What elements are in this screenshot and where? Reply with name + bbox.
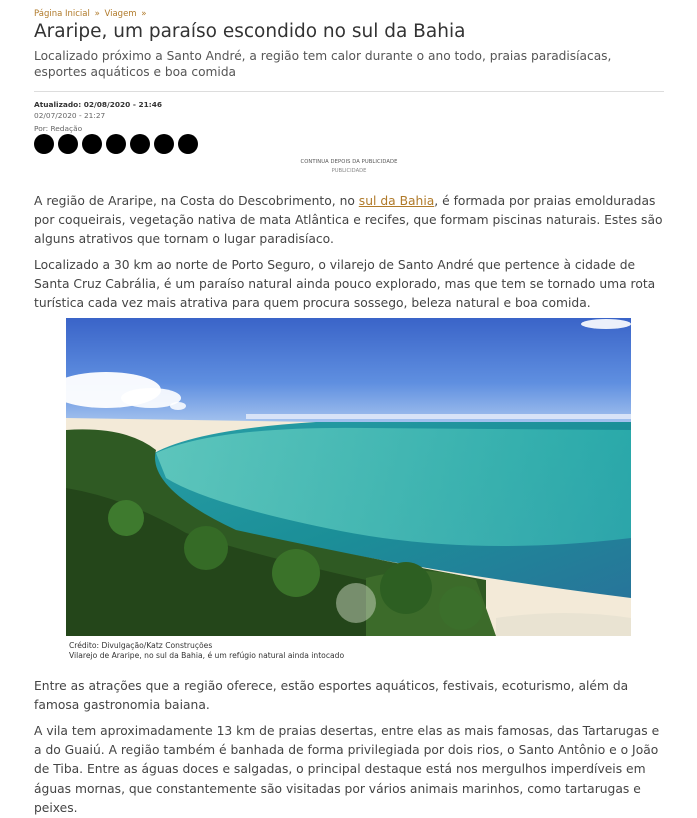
share-button-2[interactable]: [58, 134, 78, 154]
paragraph-1-start: A região de Araripe, na Costa do Descobrimento, no: [34, 194, 359, 208]
paragraph-1: [34, 192, 664, 250]
paragraph-2: Localizado a 30 km ao norte de Porto Seguro, o vilarejo de Santo André que pertence à cidade de Santa Cruz Cabrália, é um paraíso natural ainda pouco explorado, mas que tem se tornado uma rota turística cada vez mais atrativa para quem procura sossego, beleza natural e boa comida.: [34, 258, 656, 311]
ad-continue-note: CONTINUA DEPOIS DA PUBLICIDADE: [300, 159, 398, 165]
paragraph-3: Entre as atrações que a região oferece, estão esportes aquáticos, festivais, ecoturismo, além da famosa gastronomia baiana.: [34, 679, 629, 713]
share-button-4[interactable]: [106, 134, 126, 154]
share-button-1[interactable]: [34, 134, 54, 154]
share-button-3[interactable]: [82, 134, 102, 154]
paragraph-4: A vila tem aproximadamente 13 km de praias desertas, entre elas as mais famosas, das Tartarugas e a do Guaiú. A região também é banhada de forma privilegiada por dois rios, o Santo Antônio e o João de Tiba. Entre as águas doces e salgadas, o principal destaque está nos mergulhos imperdíveis em águas mornas, que constantemente são visitadas por vários animais marinhos, como tartarugas e peixes.: [34, 724, 660, 815]
article-title: Araripe, um paraíso escondido no sul da Bahia: [34, 21, 466, 42]
article-photo: [66, 318, 631, 636]
share-button-6[interactable]: [154, 134, 174, 154]
share-button-5[interactable]: [130, 134, 150, 154]
sul-da-bahia-link[interactable]: sul da Bahia: [358, 194, 435, 208]
divider: [34, 91, 664, 92]
ad-label: PUBLICIDADE: [331, 168, 367, 174]
breadcrumb-separator: »: [94, 9, 100, 19]
share-buttons: [34, 134, 198, 154]
published-timestamp: 02/07/2020 - 21:27: [34, 111, 106, 120]
breadcrumb-section-link[interactable]: Viagem: [104, 9, 137, 19]
photo-credit: Crédito: Divulgação/Katz Construções: [69, 641, 213, 650]
author-byline: Por: Redação: [34, 124, 83, 133]
breadcrumb-home-link[interactable]: Página Inicial: [34, 9, 90, 19]
photo-caption: Vilarejo de Araripe, no sul da Bahia, é um refúgio natural ainda intocado: [69, 651, 345, 660]
breadcrumb-separator-trailing: »: [141, 9, 147, 19]
breadcrumb: [34, 9, 149, 19]
article-subtitle: Localizado próximo a Santo André, a região tem calor durante o ano todo, praias paradisíacas, esportes aquáticos e boa comida: [34, 49, 612, 79]
share-button-7[interactable]: [178, 134, 198, 154]
updated-timestamp: Atualizado: 02/08/2020 - 21:46: [34, 100, 163, 109]
paragraph-1-end: , é formada por praias emolduradas por coqueirais, vegetação nativa de mata Atlântica e recifes, que formam piscinas naturais. Estes são alguns atrativos que tornam o lugar paradisíaco.: [34, 194, 663, 247]
